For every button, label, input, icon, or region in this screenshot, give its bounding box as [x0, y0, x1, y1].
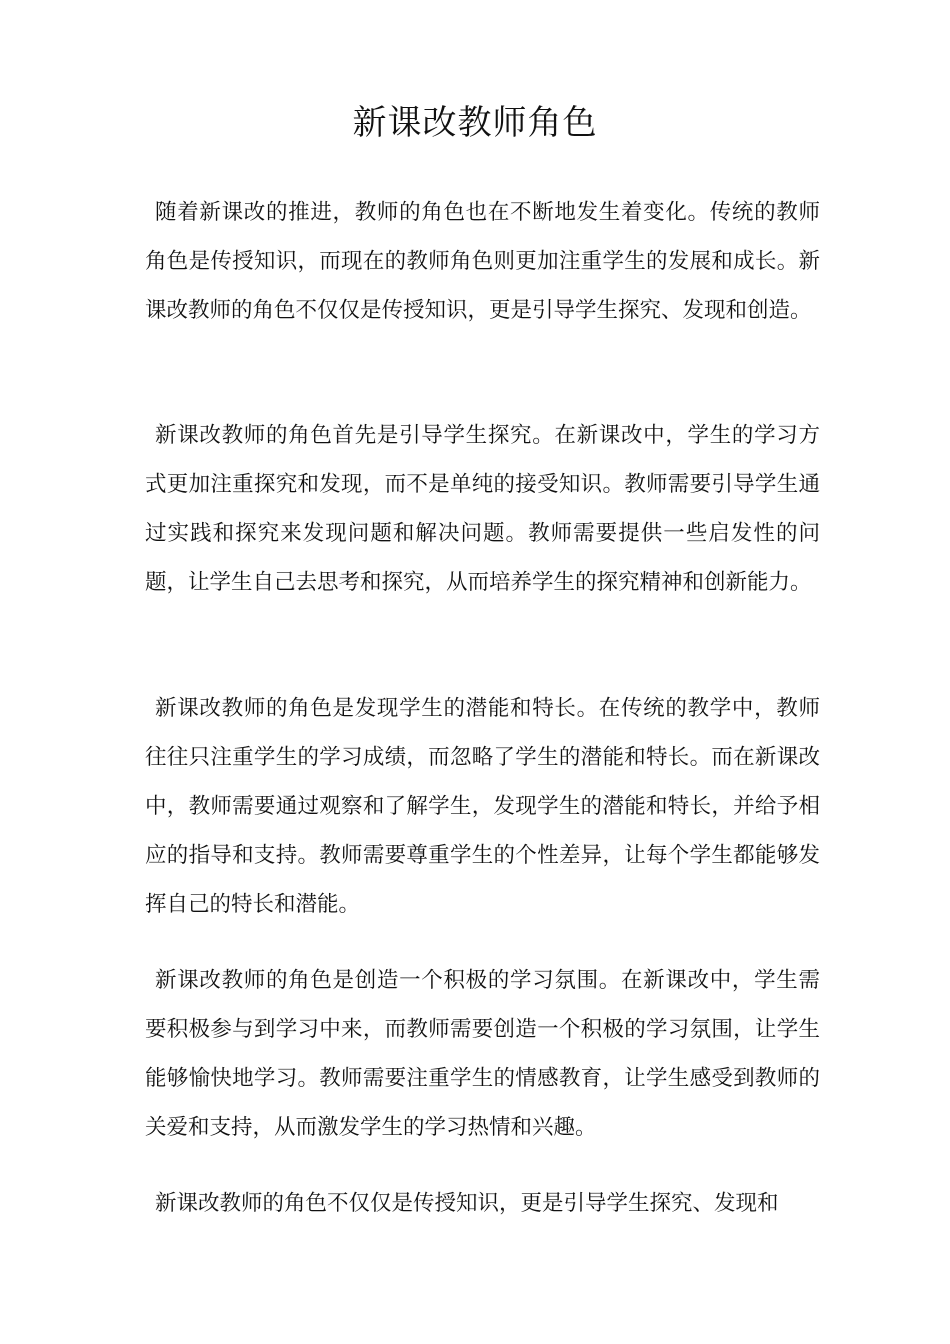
- paragraph-5: 新课改教师的角色不仅仅是传授知识，更是引导学生探究、发现和: [155, 1191, 779, 1216]
- document-title: 新课改教师角色: [352, 103, 598, 143]
- paragraph-1: 随着新课改的推进，教师的角色也在不断地发生着变化。传统的教师角色是传授知识，而现在的教师角色则更加注重学生的发展和成长。新课改教师的角色不仅仅是传授知识，更是引导学生探究、发现和创造。: [145, 200, 820, 323]
- paragraph-4: 新课改教师的角色是创造一个积极的学习氛围。在新课改中，学生需要积极参与到学习中来，而教师需要创造一个积极的学习氛围，让学生能够愉快地学习。教师需要注重学生的情感教育，让学生感受到教师的关爱和支持，从而激发学生的学习热情和兴趣。: [145, 968, 820, 1140]
- paragraph-2: 新课改教师的角色首先是引导学生探究。在新课改中，学生的学习方式更加注重探究和发现，而不是单纯的接受知识。教师需要引导学生通过实践和探究来发现问题和解决问题。教师需要提供一些启发性的问题，让学生自己去思考和探究，从而培养学生的探究精神和创新能力。: [145, 423, 820, 595]
- paragraph-3: 新课改教师的角色是发现学生的潜能和特长。在传统的教学中，教师往往只注重学生的学习成绩，而忽略了学生的潜能和特长。而在新课改中，教师需要通过观察和了解学生，发现学生的潜能和特长，并给予相应的指导和支持。教师需要尊重学生的个性差异，让每个学生都能够发挥自己的特长和潜能。: [145, 696, 820, 917]
